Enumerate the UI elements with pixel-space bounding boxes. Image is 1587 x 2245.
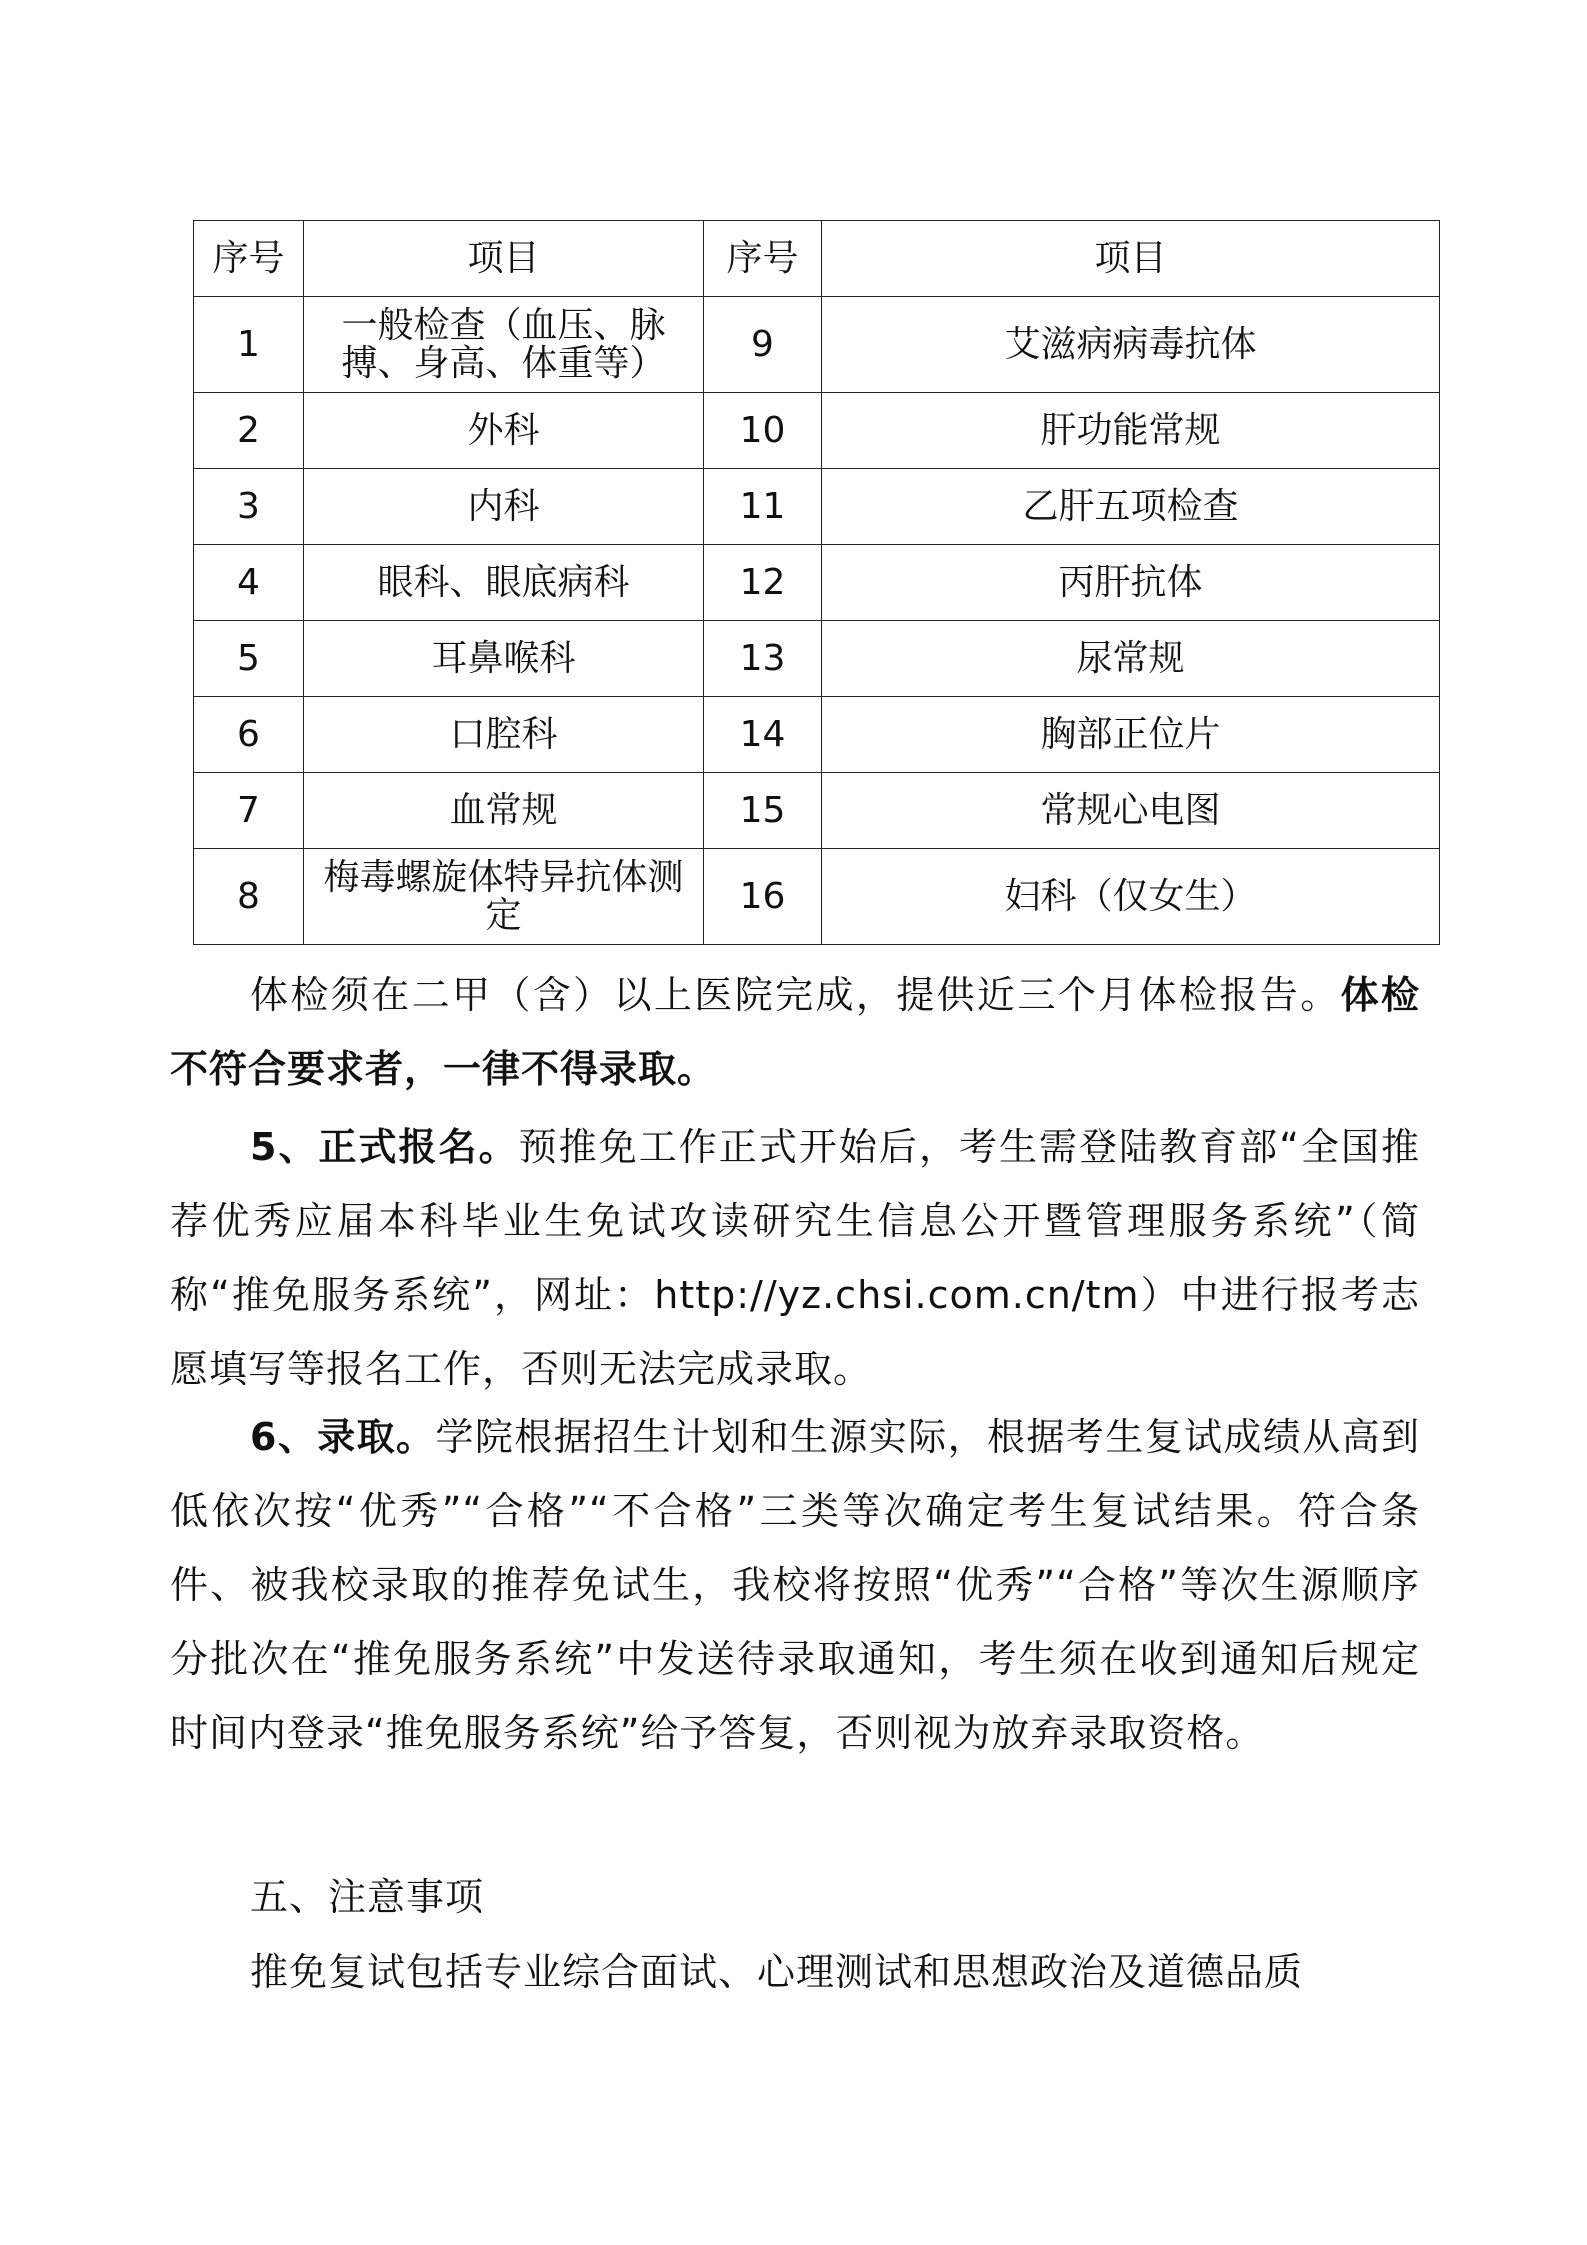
health-check-paragraph [170, 958, 1420, 1106]
health-note: 体检须在二甲（含）以上医院完成，提供近三个月体检报告。 [250, 973, 1341, 1017]
row-no-2: 9 [704, 297, 822, 393]
row-no: 5 [194, 621, 304, 697]
row-item-2: 胸部正位片 [822, 697, 1440, 773]
row-no-2: 10 [704, 393, 822, 469]
row-item: 一般检查（血压、脉搏、身高、体重等） [304, 297, 704, 393]
row-item-2: 妇科（仅女生） [822, 849, 1440, 945]
row-no: 1 [194, 297, 304, 393]
row-no-2: 11 [704, 469, 822, 545]
table-row [194, 297, 1440, 393]
row-item: 梅毒螺旋体特异抗体测定 [304, 849, 704, 945]
row-item: 内科 [304, 469, 704, 545]
row-no: 2 [194, 393, 304, 469]
header-item: 项目 [304, 221, 704, 297]
row-no-2: 16 [704, 849, 822, 945]
row-no: 6 [194, 697, 304, 773]
row-item-2: 常规心电图 [822, 773, 1440, 849]
row-no-2: 14 [704, 697, 822, 773]
exam-items-table [193, 220, 1440, 945]
row-no-2: 13 [704, 621, 822, 697]
row-item: 耳鼻喉科 [304, 621, 704, 697]
section-five-body: 推免复试包括专业综合面试、心理测试和思想政治及道德品质 [250, 1950, 1304, 1994]
row-no-2: 15 [704, 773, 822, 849]
row-item-2: 乙肝五项检查 [822, 469, 1440, 545]
row-item-2: 艾滋病病毒抗体 [822, 297, 1440, 393]
row-no-2: 12 [704, 545, 822, 621]
table-row [194, 697, 1440, 773]
header-no: 序号 [194, 221, 304, 297]
row-item: 口腔科 [304, 697, 704, 773]
table-row [194, 545, 1440, 621]
section-five-title: 五、注意事项 [250, 1875, 485, 1919]
row-no: 8 [194, 849, 304, 945]
table-header-row [194, 221, 1440, 297]
row-item-2: 丙肝抗体 [822, 545, 1440, 621]
section-5-paragraph [170, 1110, 1420, 1406]
row-no: 4 [194, 545, 304, 621]
table-row [194, 773, 1440, 849]
header-item-2: 项目 [822, 221, 1440, 297]
row-no: 3 [194, 469, 304, 545]
table-row [194, 469, 1440, 545]
header-no-2: 序号 [704, 221, 822, 297]
row-item: 外科 [304, 393, 704, 469]
table-row [194, 849, 1440, 945]
table-row [194, 393, 1440, 469]
section-5-heading: 5、正式报名。 [250, 1125, 519, 1169]
section-6-body: 学院根据招生计划和生源实际，根据考生复试成绩从高到低依次按“优秀”“合格”“不合格”三类等次确定考生复试结果。符合条件、被我校录取的推荐免试生，我校将按照“优秀”“合格”等次生源顺序分批次在“推免服务系统”中发送待录取通知，考生须在收到通知后规定时间内登录“推免服务系统”给予答复，否则视为放弃录取资格。 [170, 1415, 1420, 1755]
section-6-heading: 6、录取。 [250, 1415, 436, 1459]
row-no: 7 [194, 773, 304, 849]
row-item: 血常规 [304, 773, 704, 849]
section-6-paragraph [170, 1400, 1420, 1770]
row-item: 眼科、眼底病科 [304, 545, 704, 621]
row-item-2: 肝功能常规 [822, 393, 1440, 469]
table-row [194, 621, 1440, 697]
health-warning: 体检不符合要求者，一律不得录取。 [170, 973, 1420, 1091]
section-5-body: 预推免工作正式开始后，考生需登陆教育部“全国推荐优秀应届本科毕业生免试攻读研究生信息公开暨管理服务系统”（简称“推免服务系统”，网址：http://yz.chsi.com.cn/tm）中进行报考志愿填写等报名工作，否则无法完成录取。 [170, 1125, 1420, 1391]
row-item-2: 尿常规 [822, 621, 1440, 697]
